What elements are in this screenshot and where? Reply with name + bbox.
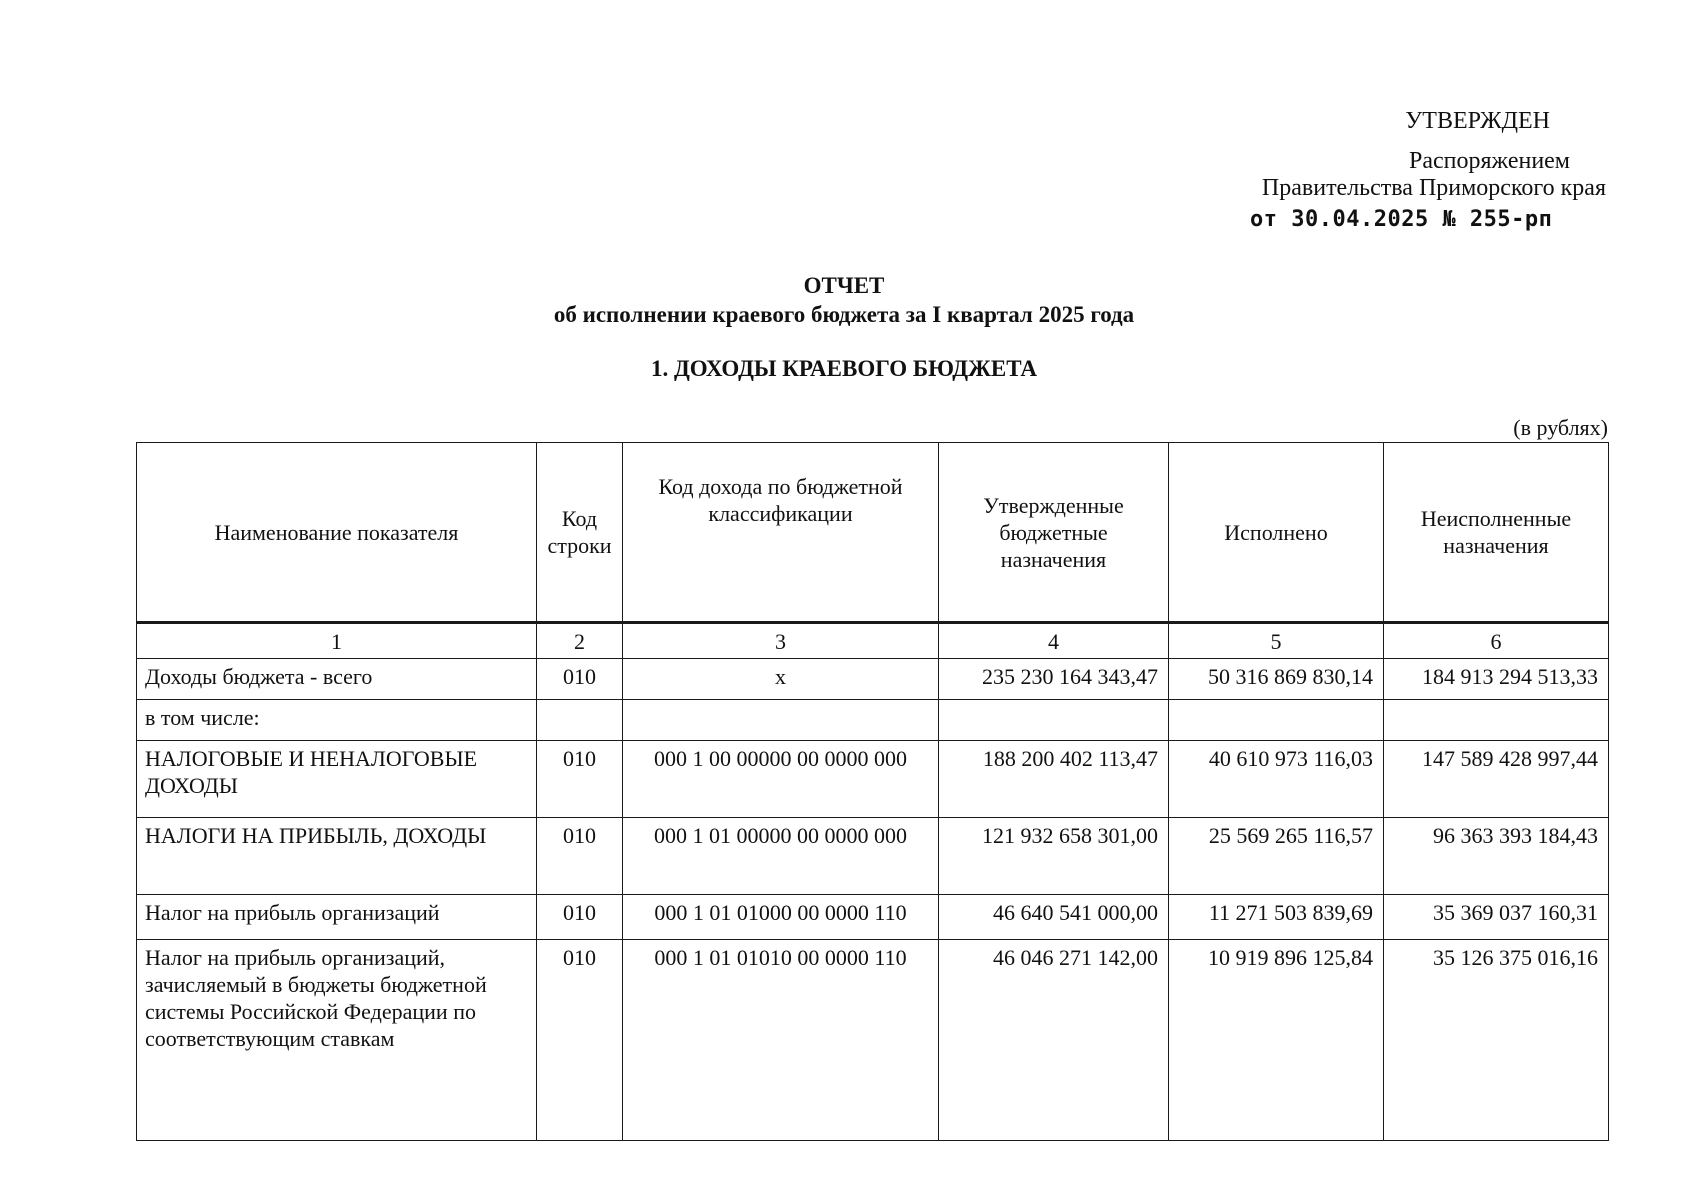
table-row (137, 818, 1609, 895)
column-number: 5 (1169, 623, 1384, 659)
row-unexecuted: 147 589 428 997,44 (1384, 741, 1609, 818)
row-code: 010 (537, 940, 623, 1141)
empty-cell (1384, 700, 1609, 741)
table-row (137, 895, 1609, 940)
row-approved: 188 200 402 113,47 (939, 741, 1169, 818)
row-executed: 10 919 896 125,84 (1169, 940, 1384, 1141)
approved-label: УТВЕРЖДЕН (1405, 108, 1550, 134)
approval-line-2: Правительства Приморского края (1261, 175, 1606, 201)
column-number: 4 (939, 623, 1169, 659)
row-kbk: 000 1 01 01010 00 0000 110 (623, 940, 939, 1141)
column-number: 6 (1384, 623, 1609, 659)
empty-cell (939, 700, 1169, 741)
report-subtitle: об исполнении краевого бюджета за I квартал 2025 года (553, 302, 1135, 327)
row-unexecuted: 96 363 393 184,43 (1384, 818, 1609, 895)
row-kbk: 000 1 01 00000 00 0000 000 (623, 818, 939, 895)
units-label: (в рублях) (1513, 415, 1608, 440)
report-title: ОТЧЕТ (803, 273, 885, 298)
row-name: Налог на прибыль организаций, зачисляемый в бюджеты бюджетной системы Российской Федерации по соответствующим ставкам (137, 940, 537, 1141)
header-name: Наименование показателя (137, 443, 537, 623)
table-row (137, 940, 1609, 1141)
header-kbk: Код дохода по бюджетной классификации (623, 443, 939, 623)
column-number: 1 (137, 623, 537, 659)
row-unexecuted: 184 913 294 513,33 (1384, 659, 1609, 700)
row-name: Доходы бюджета - всего (137, 659, 537, 700)
row-kbk: 000 1 00 00000 00 0000 000 (623, 741, 939, 818)
table-row (137, 741, 1609, 818)
section-heading: 1. ДОХОДЫ КРАЕВОГО БЮДЖЕТА (650, 356, 1037, 381)
row-code: 010 (537, 741, 623, 818)
approval-line-1: Распоряжением (1409, 148, 1570, 174)
income-table (136, 442, 1609, 1141)
column-number-row (137, 623, 1609, 659)
row-executed: 11 271 503 839,69 (1169, 895, 1384, 940)
table-header-row (137, 443, 1609, 623)
row-executed: 40 610 973 116,03 (1169, 741, 1384, 818)
row-approved: 46 640 541 000,00 (939, 895, 1169, 940)
row-unexecuted: 35 126 375 016,16 (1384, 940, 1609, 1141)
table-row (137, 700, 1609, 741)
row-code: 010 (537, 818, 623, 895)
row-name: Налог на прибыль организаций (137, 895, 537, 940)
empty-cell (1169, 700, 1384, 741)
table-row (137, 659, 1609, 700)
column-number: 2 (537, 623, 623, 659)
approval-order-number: от 30.04.2025 № 255-рп (1250, 207, 1553, 232)
row-approved: 121 932 658 301,00 (939, 818, 1169, 895)
column-number: 3 (623, 623, 939, 659)
report-title-block (0, 271, 1688, 329)
empty-cell (537, 700, 623, 741)
row-unexecuted: 35 369 037 160,31 (1384, 895, 1609, 940)
row-kbk: 000 1 01 01000 00 0000 110 (623, 895, 939, 940)
row-executed: 25 569 265 116,57 (1169, 818, 1384, 895)
row-code: 010 (537, 659, 623, 700)
row-kbk: x (623, 659, 939, 700)
row-approved: 46 046 271 142,00 (939, 940, 1169, 1141)
header-approved: Утвержденные бюджетные назначения (939, 443, 1169, 623)
row-code: 010 (537, 895, 623, 940)
header-row-code: Код строки (537, 443, 623, 623)
header-unexecuted: Неисполненные назначения (1384, 443, 1609, 623)
approval-stamp (1226, 108, 1606, 233)
row-name: НАЛОГОВЫЕ И НЕНАЛОГОВЫЕ ДОХОДЫ (137, 741, 537, 818)
row-approved: 235 230 164 343,47 (939, 659, 1169, 700)
empty-cell (623, 700, 939, 741)
row-executed: 50 316 869 830,14 (1169, 659, 1384, 700)
row-name: НАЛОГИ НА ПРИБЫЛЬ, ДОХОДЫ (137, 818, 537, 895)
row-name: в том числе: (137, 700, 537, 741)
header-executed: Исполнено (1169, 443, 1384, 623)
